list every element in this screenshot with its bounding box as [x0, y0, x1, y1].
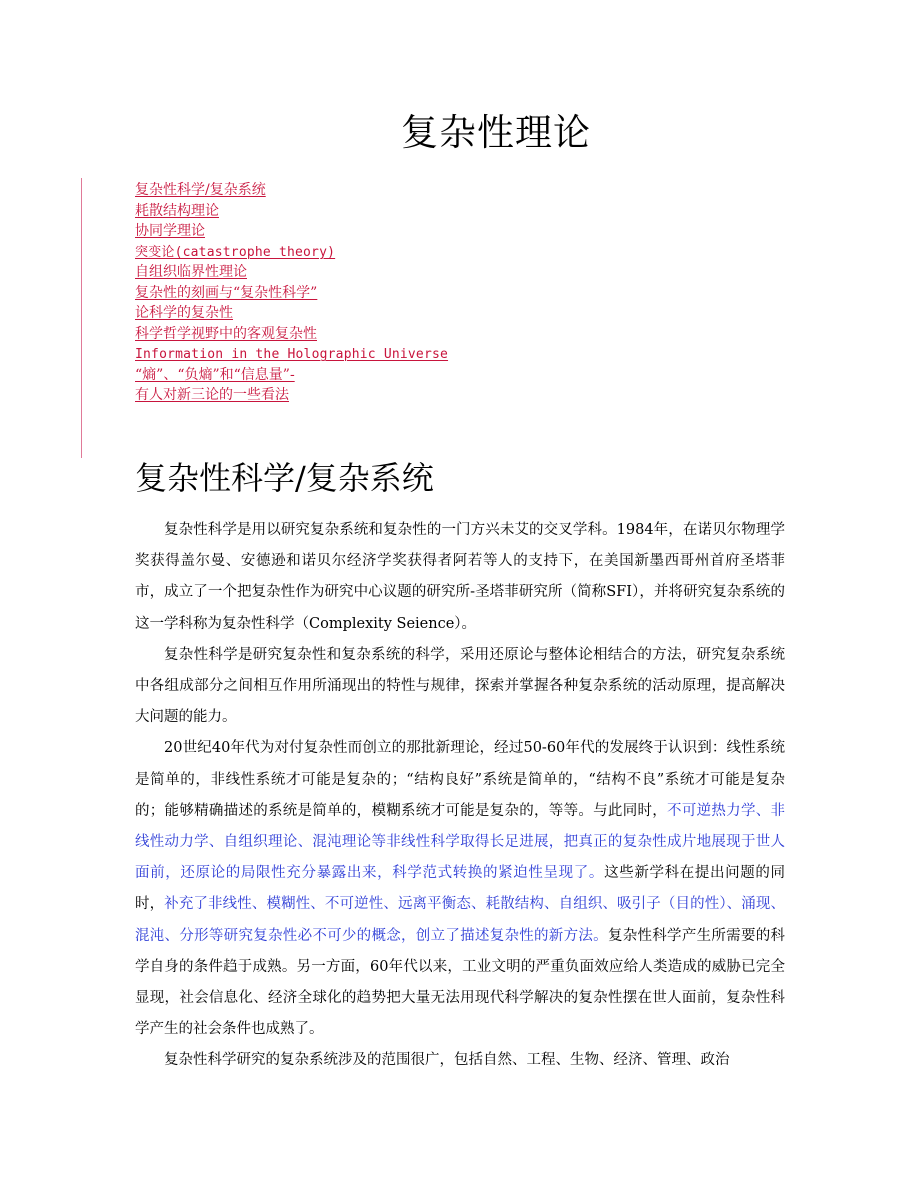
- paragraph-3: [135, 733, 785, 1045]
- paragraph-3-text: 复杂性科学产生所需要的科学自身的条件趋于成熟。另一方面，60年代以来，工业文明的严重负面效应给人类造成的威胁已完全显现，社会信息化、经济全球化的趋势把大量无法用现代科学解决的复杂性摆在世人面前，复杂性科学产生的社会条件也成熟了。: [135, 927, 786, 1038]
- toc-link-new-three-theories[interactable]: 有人对新三论的一些看法: [135, 387, 289, 403]
- toc-item: [135, 221, 448, 242]
- document-title: 复杂性理论: [401, 111, 591, 154]
- paragraph-3-text: 这些新学科在提出问题的同时，: [135, 865, 786, 913]
- toc-link-dissipative-structure[interactable]: 耗散结构理论: [135, 202, 219, 219]
- toc-link-complexity-science[interactable]: 复杂性科学/复杂系统: [135, 182, 266, 198]
- toc-item: [135, 324, 448, 345]
- toc-margin-rule: [81, 178, 82, 458]
- toc-item: [135, 180, 448, 201]
- toc-link-holographic-universe[interactable]: Information in the Holographic Universe: [135, 347, 449, 362]
- paragraph-1: 复杂性科学是用以研究复杂系统和复杂性的一门方兴未艾的交叉学科。1984年，在诺贝尔物理学奖获得盖尔曼、安德逊和诺贝尔经济学奖获得者阿若等人的支持下，在美国新墨西哥州首府圣塔菲市，成立了一个把复杂性作为研究中心议题的研究所-圣塔菲研究所（简称SFI），并将研究复杂系统的这一学科称为复杂性科学（Complexity Seience）。: [135, 522, 785, 632]
- toc-link-complexity-characterization[interactable]: 复杂性的刻画与“复杂性科学”: [135, 284, 318, 301]
- toc-item: [135, 201, 448, 222]
- section-body: [135, 515, 785, 1077]
- section-heading: 复杂性科学/复杂系统: [135, 459, 434, 497]
- paragraph-3-text: 20世纪40年代为对付复杂性而创立的那批新理论，经过50-60年代的发展终于认识到：线性系统是简单的，非线性系统才可能是复杂的；“结构良好”系统是简单的，“结构不良”系统才可能是复杂的；能够精确描述的系统是简单的，模糊系统才可能是复杂的，等等。与此同时，: [135, 740, 785, 819]
- toc-item: [135, 344, 448, 365]
- table-of-contents: [135, 180, 448, 406]
- toc-item: [135, 262, 448, 283]
- toc-item: [135, 283, 448, 304]
- toc-item: [135, 303, 448, 324]
- toc-item: [135, 385, 448, 406]
- paragraph-3-highlight: 不可逆热力学、非线性动力学、自组织理论、混沌理论等非线性科学取得长足进展，把真正的复杂性成片地展现于世人面前，还原论的局限性充分暴露出来，科学范式转换的紧迫性呈现了。: [135, 802, 785, 882]
- toc-link-entropy-information[interactable]: “熵”、“负熵”和“信息量”-: [135, 366, 295, 383]
- paragraph-4: 复杂性科学研究的复杂系统涉及的范围很广，包括自然、工程、生物、经济、管理、政治: [164, 1052, 730, 1069]
- paragraph-2: 复杂性科学是研究复杂性和复杂系统的科学，采用还原论与整体论相结合的方法，研究复杂系统中各组成部分之间相互作用所涌现出的特性与规律，探索并掌握各种复杂系统的活动原理，提高解决大问题的能力。: [135, 646, 785, 726]
- paragraph-3-highlight: 补充了非线性、模糊性、不可逆性、远离平衡态、耗散结构、自组织、吸引子（目的性）、涌现、混沌、分形等研究复杂性必不可少的概念，创立了描述复杂性的新方法。: [135, 896, 785, 944]
- toc-item: [135, 365, 448, 386]
- toc-link-objective-complexity[interactable]: 科学哲学视野中的客观复杂性: [135, 325, 317, 342]
- toc-item: [135, 242, 448, 263]
- toc-link-synergetics[interactable]: 协同学理论: [135, 223, 205, 239]
- toc-link-self-organized-criticality[interactable]: 自组织临界性理论: [135, 264, 247, 280]
- toc-link-catastrophe-theory[interactable]: 突变论(catastrophe theory): [135, 244, 336, 260]
- toc-link-scientific-complexity[interactable]: 论科学的复杂性: [135, 305, 233, 321]
